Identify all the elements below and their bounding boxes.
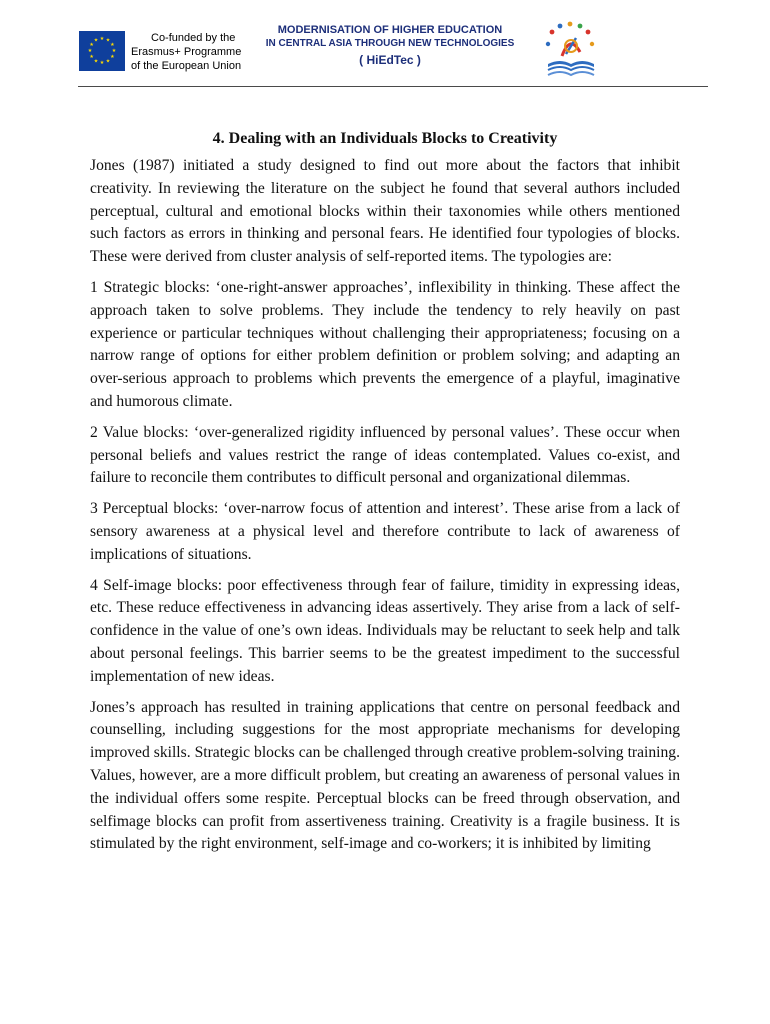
- header-divider: [78, 86, 708, 87]
- paragraph-intro: Jones (1987) initiated a study designed to find out more about the factors that inhibit creativity. In reviewing the literature on the subject he found that several authors included perceptual, cultural and emotional blocks within their taxonomies while others mentioned such factors as errors in thinking and personal fears. He identified four typologies of blocks. These were derived from cluster analysis of self-reported items. The typologies are:: [90, 157, 680, 266]
- hiedtec-logo-icon: [540, 20, 602, 80]
- page-header: [0, 0, 770, 90]
- svg-text:★: ★: [93, 37, 99, 44]
- paragraph-self-image-blocks: 4 Self-image blocks: poor effectiveness through fear of failure, timidity in expressing ideas, etc. These reduce effectiveness in advancing ideas assertively. They arise from a lack of self-confidence in the value of one’s own ideas. Individuals may be reluctant to seek help and talk about personal feelings. This barrier seems to be the greatest impediment to the successful implementation of new ideas.: [90, 576, 680, 685]
- paragraph-jones-approach: Jones’s approach has resulted in training applications that centre on personal feedback and counselling, including suggestions for the most appropriate mechanisms for developing improved skills. Strategic blocks can be challenged through creative problem-solving training. Values, however, are a more difficult problem, but creating an awareness of personal values in the individual offers some respite. Perceptual blocks can be freed through observation, and selfimage blocks can profit from assertiveness training. Creativity is a fragile business. It is stimulated by the right environment, self-image and co-workers; it is inhibited by limiting: [90, 698, 680, 853]
- svg-text:★: ★: [93, 58, 99, 65]
- svg-text:★: ★: [99, 60, 105, 66]
- svg-text:★: ★: [105, 37, 111, 44]
- svg-text:★: ★: [111, 48, 117, 54]
- eu-stars-icon: [79, 31, 125, 71]
- svg-text:★: ★: [87, 48, 93, 54]
- svg-text:★: ★: [110, 42, 115, 48]
- paragraph-perceptual-blocks: 3 Perceptual blocks: ‘over-narrow focus of attention and interest’. These arise from a lack of sensory awareness at a physical level and therefore contribute to lack of awareness of implications of situations.: [90, 500, 680, 563]
- hiedtec-logo: [540, 20, 602, 80]
- svg-text:★: ★: [89, 42, 94, 48]
- svg-text:★: ★: [99, 36, 105, 42]
- document-body: [90, 128, 680, 864]
- project-line-2: IN CENTRAL ASIA THROUGH NEW TECHNOLOGIES: [265, 38, 515, 49]
- project-acronym: ( HiEdTec ): [359, 53, 421, 67]
- svg-text:★: ★: [89, 54, 94, 60]
- eu-cofunding-text: [131, 31, 241, 73]
- section-title: 4. Dealing with an Individuals Blocks to Creativity: [212, 130, 558, 147]
- eu-line-3: of the European Union: [131, 60, 242, 72]
- paragraph-value-blocks: 2 Value blocks: ‘over-generalized rigidity influenced by personal values’. These occur when personal beliefs and values restrict the range of ideas contemplated. Values co-exist, and failure to reconcile them contributes to difficult personal and organizational dilemmas.: [90, 423, 680, 487]
- project-line-1: MODERNISATION OF HIGHER EDUCATION: [277, 24, 503, 36]
- eu-flag-logo: [79, 31, 125, 71]
- paragraph-strategic-blocks: 1 Strategic blocks: ‘one-right-answer approaches’, inflexibility in thinking. These affect the approach taken to solve problems. They include the tendency to rely heavily on past experience or particular techniques without challenging their appropriateness; focusing on a narrow range of options for either problem definition or problem solving; and adapting an over-serious approach to problems which prevents the emergence of a playful, imaginative and humorous climate.: [90, 278, 680, 410]
- svg-text:★: ★: [105, 58, 111, 65]
- svg-text:★: ★: [110, 54, 115, 60]
- eu-line-2: Erasmus+ Programme: [131, 46, 242, 58]
- project-title: [250, 23, 530, 68]
- eu-line-1: Co-funded by the: [151, 32, 236, 44]
